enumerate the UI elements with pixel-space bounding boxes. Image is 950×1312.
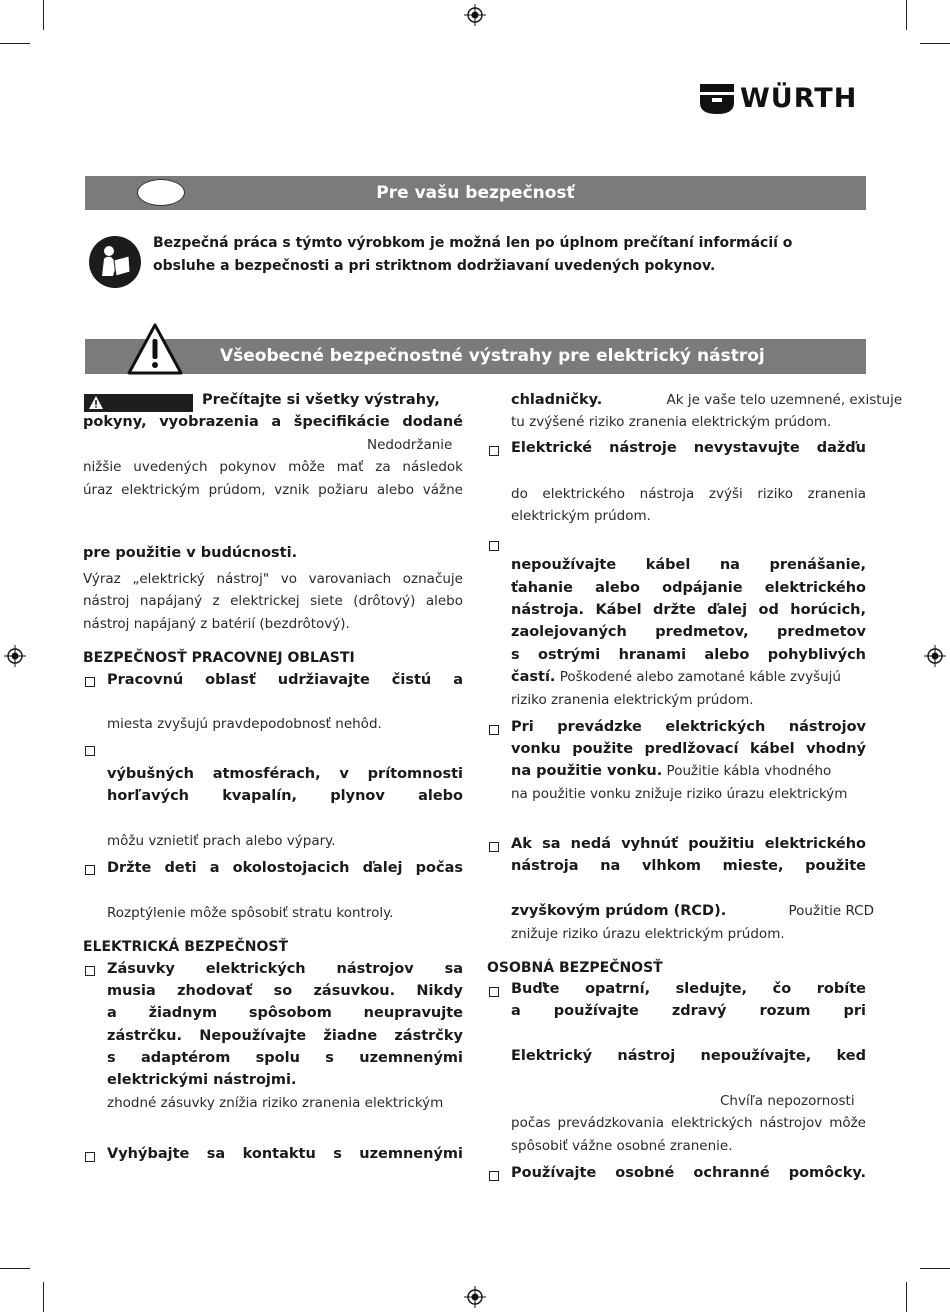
read-manual-icon <box>89 236 141 288</box>
warning-small-icon <box>87 394 105 412</box>
crop-mark <box>920 1268 950 1269</box>
item-line: Zásuvky elektrických nástrojov sa <box>107 961 463 977</box>
wurth-logo-mark-icon <box>700 81 734 115</box>
bullet-checkbox-icon <box>85 966 95 976</box>
item-line: zhodné zásuvky znížia riziko zranenia elektrickým <box>107 1095 444 1111</box>
light-run: Ak je vaše telo uzemnené, existuje <box>666 392 903 408</box>
item-line: elektrickým prúdom. <box>511 508 651 524</box>
item-line: do elektrického nástroja zvýši riziko zranenia <box>511 486 866 502</box>
bold-run: častí. <box>511 669 556 685</box>
bullet-checkbox-icon <box>85 677 95 687</box>
intro-text <box>153 232 868 278</box>
item-line: Pracovnú oblasť udržiavajte čistú a <box>107 672 463 688</box>
warning-line: pokyny, vyobrazenia a špecifikácie dodané <box>83 414 463 430</box>
item-line: Elektrické nástroje nevystavujte dažďu <box>511 440 866 456</box>
item-line: s ostrými hranami alebo pohyblivých <box>511 647 866 663</box>
item-line <box>511 392 902 408</box>
item-line: znižuje riziko úrazu elektrickým prúdom. <box>511 926 785 942</box>
item-line: tu zvýšené riziko zranenia elektrickým prúdom. <box>511 414 832 430</box>
crop-mark <box>906 1282 907 1312</box>
term-line: nástroj napájaný z elektrickej siete (drôtový) alebo <box>83 593 463 609</box>
crop-mark <box>43 1282 44 1312</box>
item-line: zástrčku. Nepoužívajte žiadne zástrčky <box>107 1028 463 1044</box>
item-line: Chvíľa nepozornosti <box>720 1093 855 1109</box>
item-line: počas prevádzkovania elektrických nástrojov môže <box>511 1115 866 1131</box>
item-line: spôsobiť vážne osobné zranenie. <box>511 1138 733 1154</box>
crop-mark <box>0 1268 30 1269</box>
registration-mark-icon <box>464 1286 486 1308</box>
section-title: Všeobecné bezpečnostné výstrahy pre elektrický nástroj <box>220 346 765 366</box>
crop-mark <box>920 43 950 44</box>
item-line <box>511 669 841 685</box>
heading-electrical: ELEKTRICKÁ BEZPEČNOSŤ <box>83 939 289 955</box>
bullet-checkbox-icon <box>85 1152 95 1162</box>
item-line: výbušných atmosférach, v prítomnosti <box>107 766 463 782</box>
item-line <box>511 763 831 779</box>
bullet-checkbox-icon <box>489 541 499 551</box>
bullet-checkbox-icon <box>85 865 95 875</box>
bullet-checkbox-icon <box>489 987 499 997</box>
item-line: miesta zvyšujú pravdepodobnosť nehôd. <box>107 716 382 732</box>
item-line: Ak sa nedá vyhnúť použitiu elektrického <box>511 836 866 852</box>
item-line: Buďte opatrní, sledujte, čo robíte <box>511 981 866 997</box>
item-line: zaolejovaných predmetov, predmetov <box>511 624 866 640</box>
heading-personal: OSOBNÁ BEZPEČNOSŤ <box>487 960 663 976</box>
item-line: na použitie vonku znižuje riziko úrazu elektrickým <box>511 786 848 802</box>
item-line <box>511 903 874 919</box>
crop-mark <box>0 43 30 44</box>
item-line: nástroja na vlhkom mieste, použite <box>511 858 866 874</box>
section-title: Pre vašu bezpečnosť <box>376 183 575 203</box>
term-line: Výraz „elektrický nástroj" vo varovaniach označuje <box>83 571 463 587</box>
future-use-text: pre použitie v budúcnosti. <box>83 545 298 561</box>
item-line: riziko zranenia elektrickým prúdom. <box>511 692 754 708</box>
term-line: nástroj napájaný z batérií (bezdrôtový). <box>83 616 350 632</box>
warning-line: Prečítajte si všetky výstrahy, <box>202 392 440 408</box>
bullet-checkbox-icon <box>489 1171 499 1181</box>
light-run: Použitie RCD <box>788 903 874 919</box>
item-line: nepoužívajte kábel na prenášanie, <box>511 557 866 573</box>
warning-triangle-icon <box>126 322 184 376</box>
logo-text: WÜRTH <box>740 82 858 114</box>
warning-line: Nedodržanie <box>367 437 453 453</box>
section-bar-safety <box>85 176 866 210</box>
section-bar-warnings <box>85 339 866 374</box>
item-line: Používajte osobné ochranné pomôcky. <box>511 1165 866 1181</box>
heading-work-area: BEZPEČNOSŤ PRACOVNEJ OBLASTI <box>83 650 355 666</box>
item-line: s adaptérom spolu s uzemnenými <box>107 1050 463 1066</box>
item-line: vonku použite predlžovací kábel vhodný <box>511 741 866 757</box>
light-run: Použitie kábla vhodného <box>666 763 832 779</box>
bold-run: chladničky. <box>511 392 603 408</box>
bullet-checkbox-icon <box>489 446 499 456</box>
item-line: Držte deti a okolostojacich ďalej počas <box>107 860 463 876</box>
item-line: ťahanie alebo odpájanie elektrického <box>511 580 866 596</box>
item-line: Elektrický nástroj nepoužívajte, keď <box>511 1048 866 1064</box>
bold-run: na použitie vonku. <box>511 763 663 779</box>
item-line: môžu vznietiť prach alebo výpary. <box>107 833 336 849</box>
item-line: nástroja. Kábel držte ďalej od horúcich, <box>511 602 866 618</box>
registration-mark-icon <box>4 645 26 667</box>
item-line: Rozptýlenie môže spôsobiť stratu kontroly. <box>107 905 394 921</box>
intro-line: obsluhe a bezpečnosti a pri striktnom dodržiavaní uvedených pokynov. <box>153 258 716 274</box>
bullet-checkbox-icon <box>489 725 499 735</box>
registration-mark-icon <box>464 4 486 26</box>
warning-line: úraz elektrickým prúdom, vznik požiaru alebo vážne <box>83 482 463 498</box>
registration-mark-icon <box>924 645 946 667</box>
item-line: a žiadnym spôsobom neupravujte <box>107 1005 463 1021</box>
wurth-logo <box>700 80 857 116</box>
warning-line: nižšie uvedených pokynov môže mať za následok <box>83 459 463 475</box>
warning-label <box>84 394 193 412</box>
item-line: a používajte zdravý rozum pri <box>511 1003 866 1019</box>
item-line: Pri prevádzke elektrických nástrojov <box>511 719 866 735</box>
item-line: Vyhýbajte sa kontaktu s uzemnenými <box>107 1146 463 1162</box>
bullet-checkbox-icon <box>85 746 95 756</box>
bold-run: zvyškovým prúdom (RCD). <box>511 903 727 919</box>
item-line: horľavých kvapalín, plynov alebo <box>107 788 463 804</box>
crop-mark <box>43 0 44 30</box>
item-line: musia zhodovať so zásuvkou. Nikdy <box>107 983 463 999</box>
crop-mark <box>906 0 907 30</box>
bullet-checkbox-icon <box>489 842 499 852</box>
light-run: Poškodené alebo zamotané káble zvyšujú <box>559 669 841 685</box>
item-line: elektrickými nástrojmi. <box>107 1072 297 1088</box>
intro-line: Bezpečná práca s týmto výrobkom je možná len po úplnom prečítaní informácií o <box>153 235 793 251</box>
